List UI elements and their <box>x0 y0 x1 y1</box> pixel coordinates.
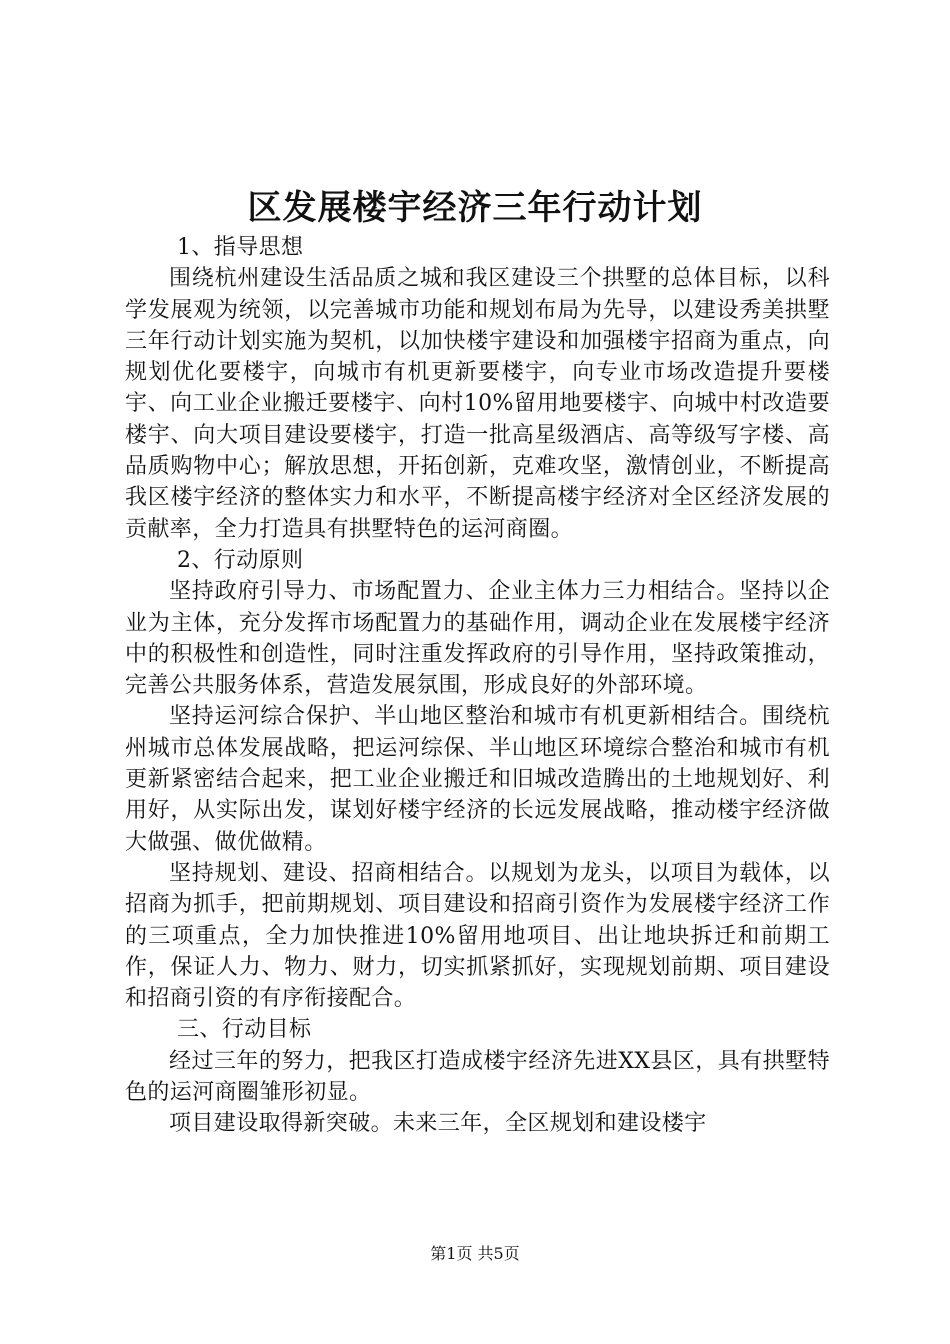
paragraph-principle-planning-construction: 坚持规划、建设、招商相结合。以规划为龙头，以项目为载体，以招商为抓手，把前期规划、项目建设和招商引资作为发展楼宇经济工作的三项重点，全力加快推进10%留用地项目、出让地块拆迁和前期工作，保证人力、物力、财力，切实抓紧抓好，实现规划前期、项目建设和招商引资的有序衔接配合。 <box>125 860 830 1012</box>
section-heading-guiding-ideology: 1、指导思想 <box>177 235 304 260</box>
paragraph-guiding-ideology: 围绕杭州建设生活品质之城和我区建设三个拱墅的总体目标，以科学发展观为统领，以完善城市功能和规划布局为先导，以建设秀美拱墅三年行动计划实施为契机，以加快楼宇建设和加强楼宇招商为重点，向规划优化要楼宇，向城市有机更新要楼宇，向专业市场改造提升要楼宇、向工业企业搬迁要楼宇、向村10%留用地要楼宇、向城中村改造要楼宇、向大项目建设要楼宇，打造一批高星级酒店、高等级写字楼、高品质购物中心；解放思想，开拓创新，克难攻坚，激情创业，不断提高我区楼宇经济的整体实力和水平，不断提高楼宇经济对全区经济发展的贡献率，全力打造具有拱墅特色的运河商圈。 <box>125 266 830 542</box>
section-heading-action-goals: 三、行动目标 <box>177 1017 312 1043</box>
page-footer: 第1页 共5页 <box>430 1244 520 1263</box>
document-body <box>125 232 830 1140</box>
paragraph-principle-canal-protection: 坚持运河综合保护、半山地区整治和城市有机更新相结合。围绕杭州城市总体发展战略，把运河综保、半山地区环境综合整治和城市有机更新紧密结合起来，把工业企业搬迁和旧城改造腾出的土地规划好、利用好，从实际出发，谋划好楼宇经济的长远发展战略，推动楼宇经济做大做强、做优做精。 <box>125 704 830 855</box>
paragraph-goal-project-construction: 项目建设取得新突破。未来三年，全区规划和建设楼宇 <box>169 1111 707 1137</box>
section-heading-action-principles: 2、行动原则 <box>177 547 304 573</box>
paragraph-goal-overview: 经过三年的努力，把我区打造成楼宇经济先进XX县区，具有拱墅特色的运河商圈雏形初显。 <box>125 1048 830 1106</box>
document-title: 区发展楼宇经济三年行动计划 <box>247 188 703 228</box>
paragraph-principle-government-market: 坚持政府引导力、市场配置力、企业主体力三力相结合。坚持以企业为主体，充分发挥市场配置力的基础作用，调动企业在发展楼宇经济中的积极性和创造性，同时注重发挥政府的引导作用，坚持政策推动，完善公共服务体系，营造发展氛围，形成良好的外部环境。 <box>125 579 830 699</box>
